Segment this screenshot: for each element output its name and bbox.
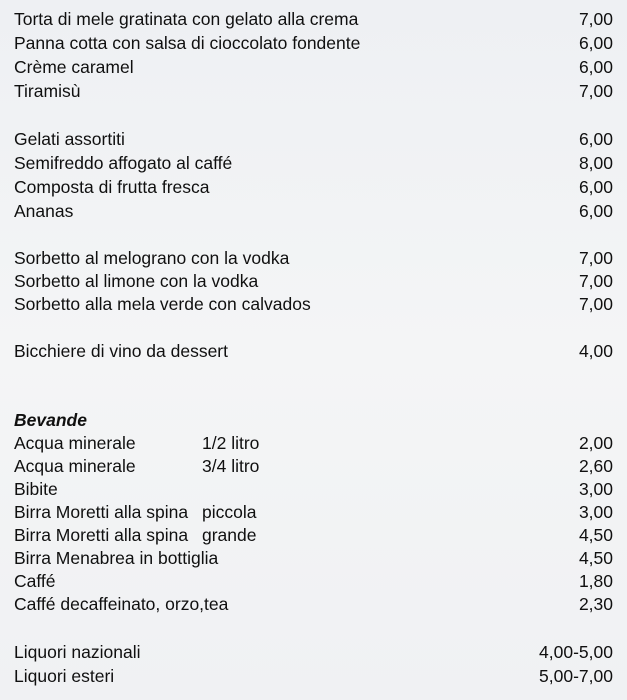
menu-item — [14, 293, 613, 316]
item-name: Acqua minerale — [14, 456, 136, 476]
section-heading — [14, 409, 613, 432]
item-name: Tiramisù — [14, 81, 81, 101]
item-price: 7,00 — [578, 9, 613, 29]
item-name: Birra Moretti alla spina — [14, 502, 189, 522]
item-name: Birra Menabrea in bottiglia — [14, 548, 219, 568]
item-quantity: 3/4 litro — [202, 456, 260, 476]
item-name: Sorbetto alla mela verde con calvados — [14, 294, 311, 314]
item-price: 2,00 — [578, 433, 613, 453]
item-name: Gelati assortiti — [14, 129, 125, 149]
menu-item — [14, 432, 613, 455]
menu-item — [14, 593, 613, 616]
item-price: 8,00 — [578, 153, 613, 173]
item-name: Torta di mele gratinata con gelato alla crema — [14, 9, 359, 29]
menu-item — [14, 501, 613, 524]
item-price: 4,50 — [578, 548, 613, 568]
item-name: Composta di frutta fresca — [14, 177, 210, 197]
menu-item — [14, 247, 613, 270]
item-price: 6,00 — [578, 177, 613, 197]
item-name: Liquori esteri — [14, 666, 115, 686]
menu-item — [14, 176, 613, 199]
menu-item — [14, 56, 613, 79]
item-name: Acqua minerale — [14, 433, 136, 453]
item-quantity: piccola — [202, 502, 257, 522]
item-price: 1,80 — [578, 571, 613, 591]
item-price: 3,00 — [578, 502, 613, 522]
item-name: Sorbetto al melograno con la vodka — [14, 248, 290, 268]
item-price: 2,30 — [578, 594, 613, 614]
menu-item — [14, 547, 613, 570]
item-price: 4,50 — [578, 525, 613, 545]
item-name: Bicchiere di vino da dessert — [14, 341, 228, 361]
item-name: Liquori nazionali — [14, 642, 141, 662]
menu-item — [14, 570, 613, 593]
item-name: Ananas — [14, 201, 74, 221]
item-name: Caffé — [14, 571, 56, 591]
item-price: 4,00 — [578, 341, 613, 361]
item-price: 3,00 — [578, 479, 613, 499]
item-name: Semifreddo affogato al caffé — [14, 153, 233, 173]
item-name: Sorbetto al limone con la vodka — [14, 271, 259, 291]
item-quantity: grande — [202, 525, 257, 545]
item-price: 7,00 — [578, 271, 613, 291]
item-price: 6,00 — [578, 129, 613, 149]
menu-item — [14, 80, 613, 103]
menu-item — [14, 340, 613, 363]
item-price: 4,00-5,00 — [539, 642, 613, 662]
item-price: 6,00 — [578, 33, 613, 53]
item-name: Bibite — [14, 479, 58, 499]
item-name: Birra Moretti alla spina — [14, 525, 189, 545]
menu-item — [14, 665, 613, 688]
menu-item — [14, 455, 613, 478]
menu-item — [14, 8, 613, 31]
menu-item — [14, 478, 613, 501]
menu-item — [14, 128, 613, 151]
item-name: Caffé decaffeinato, orzo,tea — [14, 594, 229, 614]
item-name: Crème caramel — [14, 57, 134, 77]
menu-item — [14, 200, 613, 223]
menu-item — [14, 152, 613, 175]
item-name: Panna cotta con salsa di cioccolato fondente — [14, 33, 361, 53]
item-price: 7,00 — [578, 81, 613, 101]
item-price: 7,00 — [578, 294, 613, 314]
menu-item — [14, 524, 613, 547]
menu-item — [14, 270, 613, 293]
menu-item — [14, 641, 613, 664]
item-price: 6,00 — [578, 201, 613, 221]
item-price: 7,00 — [578, 248, 613, 268]
section-title-bevande: Bevande — [14, 410, 87, 430]
item-price: 5,00-7,00 — [539, 666, 613, 686]
item-quantity: 1/2 litro — [202, 433, 260, 453]
menu-item — [14, 32, 613, 55]
item-price: 2,60 — [578, 456, 613, 476]
item-price: 6,00 — [578, 57, 613, 77]
